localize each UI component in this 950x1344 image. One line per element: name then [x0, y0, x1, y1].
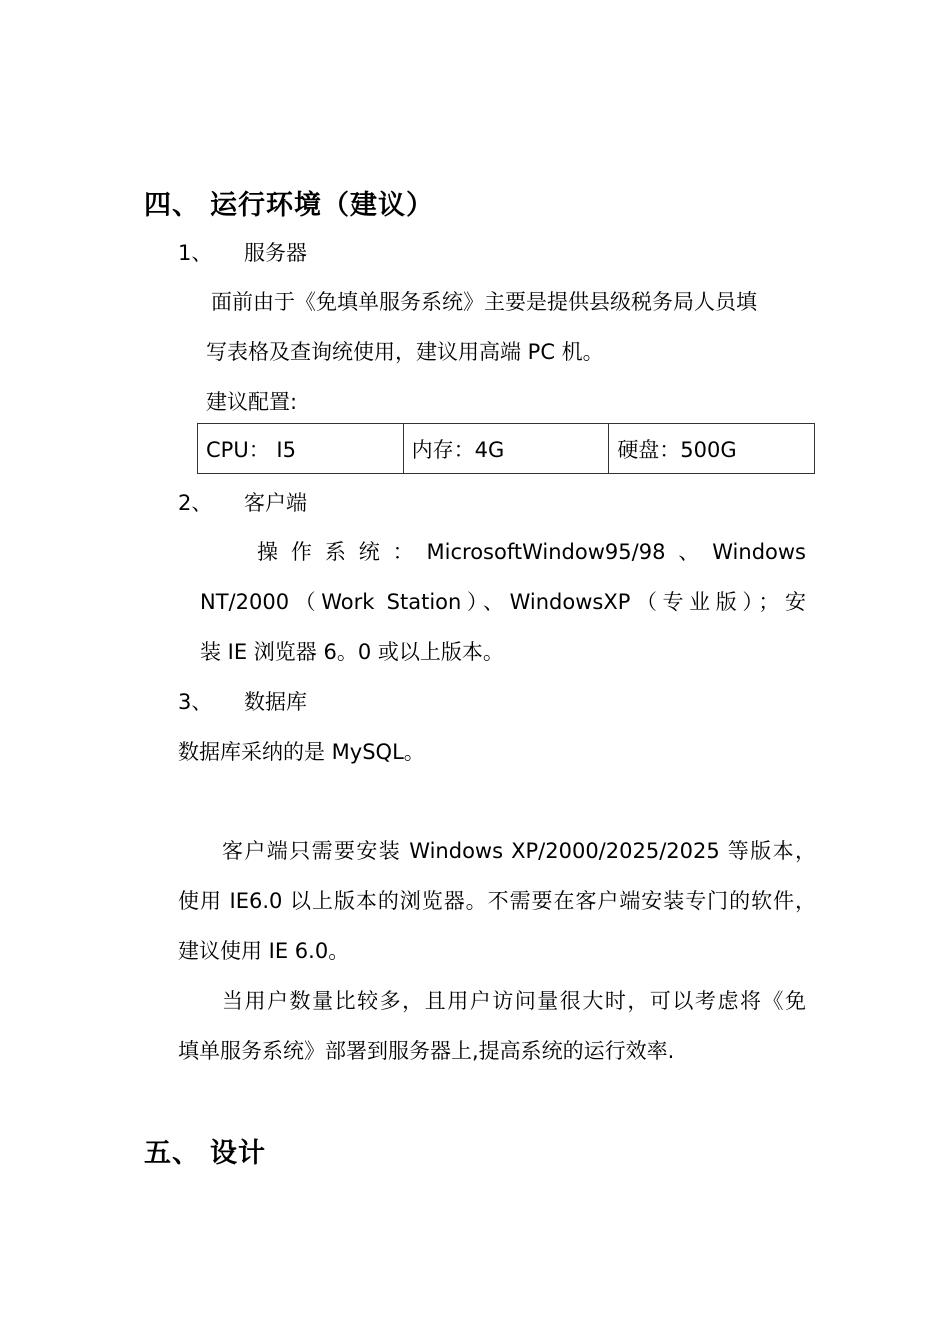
database-number: 3、 — [178, 690, 213, 714]
config-label: 建议配置: — [206, 390, 298, 414]
client-install-line-1: 客户端只需要安装 Windows XP/2000/2025/2025 等版本， — [222, 839, 816, 863]
table-row — [198, 424, 815, 474]
section-4-title: 运行环境（建议） — [210, 190, 434, 221]
client-os-line-1: 操作系统：MicrosoftWindow95/98、Windows — [257, 540, 806, 564]
section-5-title: 设计 — [210, 1138, 266, 1169]
config-cpu-cell: CPU： I5 — [198, 424, 404, 474]
server-paragraph-line-1: 面前由于《免填单服务系统》主要是提供县级税务局人员填 — [211, 290, 757, 314]
client-os-line-2: NT/2000（Work Station）、WindowsXP（专业版）；安 — [200, 590, 806, 614]
client-title: 客户端 — [244, 491, 307, 515]
config-memory-cell: 内存：4G — [403, 424, 609, 474]
deployment-line-1: 当用户数量比较多，且用户访问量很大时，可以考虑将《免 — [222, 989, 806, 1013]
server-number: 1、 — [178, 241, 213, 265]
deployment-line-2: 填单服务系统》部署到服务器上,提高系统的运行效率. — [178, 1039, 675, 1063]
database-text: 数据库采纳的是 MySQL。 — [178, 740, 425, 764]
server-paragraph-line-2: 写表格及查询统使用，建议用高端 PC 机。 — [206, 340, 604, 364]
config-table — [197, 423, 815, 474]
client-install-line-3: 建议使用 IE 6.0。 — [178, 939, 350, 963]
database-title: 数据库 — [244, 690, 307, 714]
section-4-number: 四、 — [144, 190, 200, 221]
config-disk-cell: 硬盘：500G — [609, 424, 815, 474]
server-title: 服务器 — [244, 241, 307, 265]
client-install-line-2: 使用 IE6.0 以上版本的浏览器。不需要在客户端安装专门的软件， — [178, 889, 816, 913]
section-5-number: 五、 — [144, 1138, 200, 1169]
client-number: 2、 — [178, 491, 213, 515]
client-os-line-3: 装 IE 浏览器 6。0 或以上版本。 — [200, 640, 504, 664]
